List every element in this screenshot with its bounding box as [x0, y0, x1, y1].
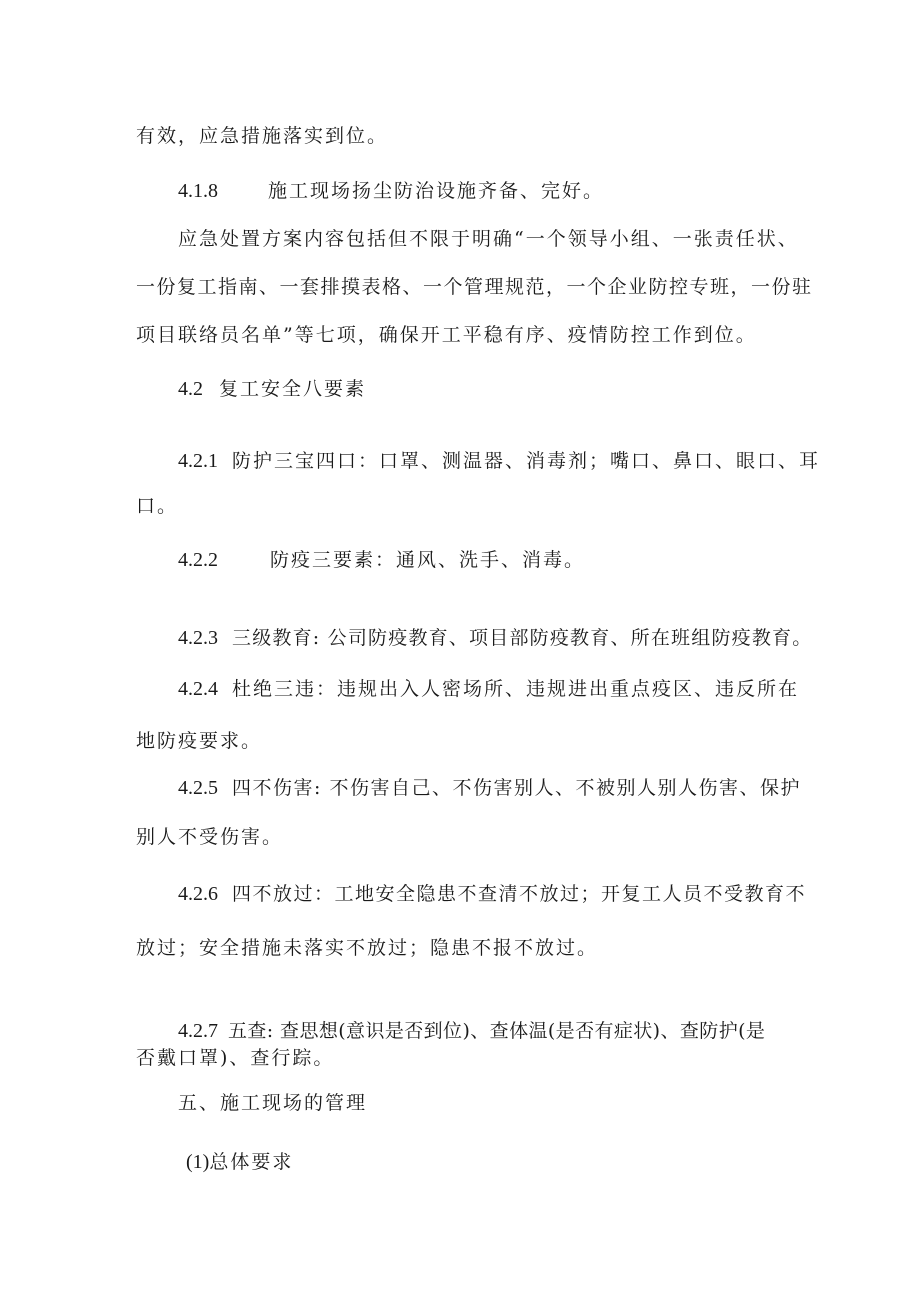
line-text: 地防疫要求。 — [136, 730, 263, 752]
line-text: 一份复工指南、一套排摸表格、一个管理规范，一个企业防控专班，一份驻 — [136, 276, 813, 298]
section-number: 4.2.3 — [178, 627, 218, 649]
section-number: 4.2.4 — [178, 678, 218, 700]
line-text: 放过；安全措施未落实不放过；隐患不报不放过。 — [136, 937, 599, 959]
section-number: 4.2.6 — [178, 883, 218, 905]
subsection-number: (1) — [186, 1151, 210, 1173]
section-4-2-6 — [178, 882, 806, 906]
line-text: 有效，应急措施落实到位。 — [136, 125, 389, 147]
paragraph-line — [136, 124, 388, 148]
line-text: 别人不受伤害。 — [136, 826, 284, 848]
subsection-title: 总体要求 — [209, 1151, 294, 1173]
section-number: 4.2.2 — [178, 549, 218, 571]
section-text: 四不放过：工地安全隐患不查清不放过；开复工人员不受教育不 — [232, 883, 807, 905]
paragraph-line — [136, 323, 757, 347]
paragraph-line — [136, 275, 813, 299]
section-4-2-1 — [178, 449, 820, 473]
section-number: 4.2.7 — [178, 1020, 218, 1042]
section-4-2-7 — [178, 1019, 765, 1043]
section-4-1-8 — [178, 179, 604, 203]
line-text: 口。 — [136, 495, 179, 517]
section-number: 4.2.5 — [178, 777, 218, 799]
section-text: 防护三宝四口：口罩、测温器、消毒剂；嘴口、鼻口、眼口、耳 — [232, 450, 821, 472]
section-text: 四不伤害: 不伤害自己、不伤害别人、不被别人别人伤害、保护 — [232, 777, 801, 799]
chapter-heading — [178, 1091, 367, 1115]
paragraph-line — [136, 494, 178, 518]
section-4-2-3 — [178, 626, 812, 650]
section-4-2-5 — [178, 776, 801, 800]
line-text: 应急处置方案内容包括但不限于明确“一个领导小组、一张责任状、 — [178, 228, 799, 250]
section-text: 杜绝三违：违规出入人密场所、违规进出重点疫区、违反所在 — [232, 678, 800, 700]
paragraph-line — [136, 1046, 334, 1070]
paragraph-line — [178, 227, 799, 251]
section-text: 防疫三要素：通风、洗手、消毒。 — [270, 549, 586, 571]
section-text: 五查: 查思想(意识是否到位)、查体温(是否有症状)、查防护(是 — [228, 1020, 766, 1042]
section-heading-4-2 — [178, 377, 366, 401]
paragraph-line — [136, 825, 283, 849]
section-number: 4.2 — [178, 378, 203, 400]
subsection-heading — [186, 1150, 293, 1174]
section-text: 三级教育: 公司防疫教育、项目部防疫教育、所在班组防疫教育。 — [232, 627, 813, 649]
line-text: 项目联络员名单”等七项，确保开工平稳有序、疫情防控工作到位。 — [136, 324, 757, 346]
section-number: 4.2.1 — [178, 450, 218, 472]
section-4-2-2 — [178, 548, 585, 572]
section-4-2-4 — [178, 677, 799, 701]
paragraph-line — [136, 936, 598, 960]
chapter-title: 五、施工现场的管理 — [178, 1092, 368, 1114]
section-number: 4.1.8 — [178, 180, 218, 202]
paragraph-line — [136, 729, 262, 753]
section-text: 施工现场扬尘防治设施齐备、完好。 — [268, 180, 605, 202]
line-text: 否戴口罩)、查行踪。 — [136, 1047, 335, 1069]
section-title: 复工安全八要素 — [219, 378, 367, 400]
